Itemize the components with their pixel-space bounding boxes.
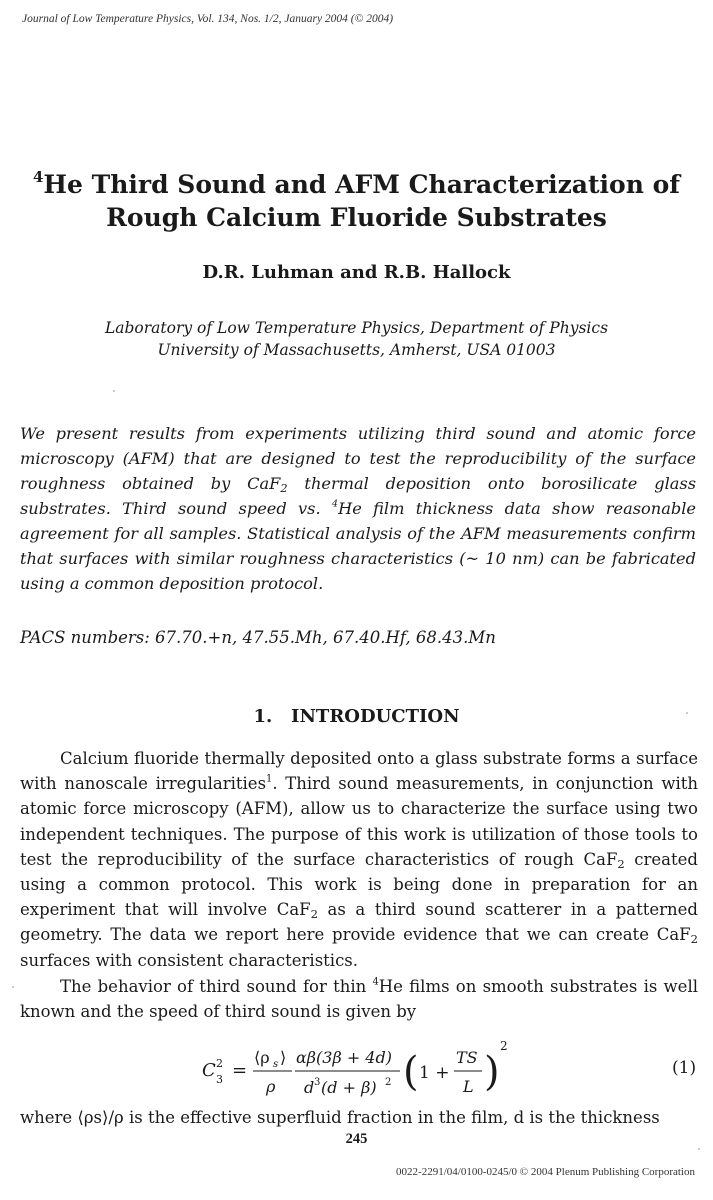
p2-text-a: The behavior of third sound for thin (60, 977, 373, 996)
section-number: 1. (253, 706, 273, 727)
abstract-text-3: He film thickness data show reasonable agreement for all samples. Statistical analysis of the AFM measurements confirm that surfaces with similar roughness characteristics (~ 10 nm) can be fabricated using a common deposition protocol. (20, 499, 696, 593)
p1-text-b: . Third sound measurements, in conjunction with atomic force microscopy (AFM), allow us to characterize the surface using two independent techniques. The purpose of this work is utilization of those tools to test the reproducibility of the surface characteristics of rough CaF (20, 774, 699, 869)
eq-den2-rest: (d + β) (321, 1078, 377, 1097)
paper-title (0, 168, 713, 234)
abstract-subscript: 2 (280, 480, 288, 495)
eq-num1-sub: s (273, 1059, 279, 1070)
page-number: 245 (345, 1131, 368, 1147)
affiliation-line-1: Laboratory of Low Temperature Physics, Department of Physics (104, 319, 609, 337)
eq-paren-close: ) (484, 1049, 500, 1095)
equation-1 (200, 1036, 510, 1102)
eq-lhs-sub: 3 (216, 1073, 223, 1086)
eq-equals: = (232, 1060, 248, 1081)
eq-den2: d (304, 1078, 315, 1097)
scan-speck (686, 712, 688, 714)
title-superscript: 4 (32, 167, 44, 186)
eq-num1: ⟨ρ (254, 1048, 270, 1067)
title-line-2: Rough Calcium Fluoride Substrates (106, 203, 607, 232)
eq-den2-sup: 3 (314, 1077, 321, 1088)
p1-text-e: surfaces with consistent characteristics. (20, 950, 359, 970)
eq-lhs-sup: 2 (216, 1057, 223, 1070)
p1-text-c: created using a common protocol. This work is being done in preparation for an experiment that will involve CaF (20, 849, 698, 920)
eq-lhs: C (202, 1060, 216, 1081)
p1-subscript-2: 2 (310, 907, 318, 922)
eq-den3: L (463, 1077, 474, 1096)
section-heading (0, 706, 713, 727)
eq-power: 2 (500, 1039, 508, 1053)
eq-num2: αβ(3β + 4d) (296, 1048, 392, 1067)
abstract-text-2: thermal deposition onto borosilicate glass substrates. Third sound speed vs. (20, 474, 697, 518)
journal-header: Journal of Low Temperature Physics, Vol. 134, Nos. 1/2, January 2004 (© 2004) (22, 13, 394, 25)
eq-num1-close: ⟩ (280, 1048, 287, 1067)
eq-one-plus: 1 + (419, 1063, 450, 1083)
eq-den1: ρ (266, 1077, 276, 1096)
abstract-text-1: We present results from experiments utilizing third sound and atomic force microscopy (AFM) that are designed to test the reproducibility of the surface roughness obtained by CaF (20, 424, 696, 493)
abstract (20, 421, 696, 596)
section-title: INTRODUCTION (291, 706, 460, 727)
intro-paragraph-2 (20, 974, 698, 1024)
copyright-footer: 0022-2291/04/0100-0245/0 © 2004 Plenum Publishing Corporation (396, 1166, 695, 1178)
affiliation-line-2: University of Massachusetts, Amherst, USA 01003 (157, 341, 556, 359)
p2-text-b: He films on smooth substrates is well known and the speed of third sound is given by (20, 977, 698, 1022)
intro-paragraph-1 (20, 746, 698, 973)
authors: D.R. Luhman and R.B. Hallock (202, 262, 511, 283)
eq-paren-open: ( (403, 1049, 419, 1095)
p2-superscript: 4 (372, 976, 379, 988)
equation-number: (1) (672, 1058, 697, 1078)
reference-superscript: 1 (266, 773, 273, 785)
p1-subscript-3: 2 (690, 932, 698, 947)
p1-subscript-1: 2 (617, 856, 625, 871)
p1-text-a: Calcium fluoride thermally deposited onto a glass substrate forms a surface with nanoscale irregularities (20, 749, 698, 794)
title-line-1: He Third Sound and AFM Characterization of (43, 170, 681, 199)
scan-speck (113, 390, 115, 392)
abstract-superscript: 4 (331, 498, 339, 510)
eq-num3: TS (456, 1048, 478, 1067)
affiliation (0, 317, 713, 361)
eq-den2-sup2: 2 (385, 1077, 392, 1088)
scan-speck (12, 986, 14, 988)
pacs-numbers: PACS numbers: 67.70.+n, 47.55.Mh, 67.40.Hf, 68.43.Mn (20, 628, 496, 647)
scan-speck (698, 1148, 700, 1150)
post-equation-text: where ⟨ρs⟩/ρ is the effective superfluid fraction in the film, d is the thickness (20, 1108, 660, 1127)
p1-text-d: as a third sound scatterer in a patterned geometry. The data we report here provide evidence that we can create CaF (20, 900, 698, 945)
